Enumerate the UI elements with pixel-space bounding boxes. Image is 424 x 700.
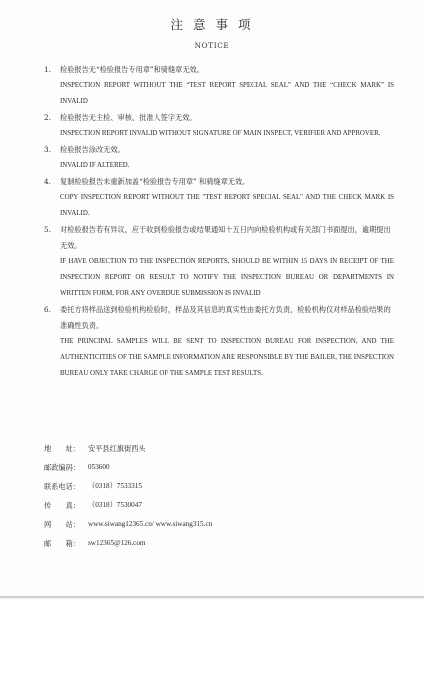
notice-text-cn: 检验报告无“检验报告专用章”和骑缝章无效。	[60, 65, 204, 74]
contact-row-phone	[44, 477, 394, 496]
notice-text-cn: 复制检验报告未重新加盖“检验报告专用章” 和骑缝章无效。	[60, 177, 250, 186]
notice-text-cn: 检验报告涂改无效。	[60, 145, 125, 154]
notice-text-en: COPY INSPECTION REPORT WITHOUT THE "TEST REPORT SPECIAL SEAL" AND THE CHECK MARK IS INVALID.	[60, 194, 394, 217]
notice-text-cn: 对检验报告若有异议，应于收到检验报告或结果通知十五日内向检验机构或有关部门书面提出，逾期提出无效。	[60, 225, 391, 250]
contact-value: （0318）7533315	[88, 482, 142, 490]
contact-label: 联系电话：	[44, 482, 80, 491]
notice-text-cn: 检验报告无主检、审核、批准人签字无效。	[60, 113, 197, 122]
email-link[interactable]: sw12365@126.com	[88, 539, 146, 547]
contact-value: （0318）7530047	[88, 501, 142, 509]
notice-text-en: INSPECTION REPORT INVALID WITHOUT SIGNATURE OF MAIN INSPECT, VERIFIER AND APPROVER.	[60, 130, 381, 137]
contact-value: 安平县红旗街西头	[88, 444, 146, 453]
notice-text-cn: 委托方将样品送到检验机构检验时，样品及其信息的真实性由委托方负责，检验机构仅对样品检验结果的准确性负责。	[60, 305, 391, 330]
contact-block	[44, 439, 394, 553]
notice-list	[44, 62, 394, 382]
notice-item	[44, 302, 394, 382]
contact-label: 邮 箱：	[44, 539, 80, 548]
contact-label: 传 真：	[44, 501, 80, 510]
notice-item	[44, 142, 394, 174]
contact-label: 地 址：	[44, 444, 80, 453]
contact-value: 053600	[88, 463, 110, 471]
contact-label: 网 站：	[44, 520, 80, 529]
notice-item	[44, 110, 394, 142]
notice-text-en: INVALID IF ALTERED.	[60, 162, 130, 169]
notice-number: 3.	[44, 145, 51, 154]
notice-text-en: INSPECTION REPORT WITHOUT THE “TEST REPORT SPECIAL SEAL” AND THE “CHECK MARK” IS INVALID	[60, 82, 394, 105]
notice-item	[44, 222, 394, 302]
notice-number: 5.	[44, 225, 51, 234]
website-link[interactable]: www.siwang12365.cn/ www.siwang315.cn	[88, 520, 213, 528]
notice-item	[44, 62, 394, 110]
contact-row-address	[44, 439, 394, 458]
notice-text-en: IF HAVE OBJECTION TO THE INSPECTION REPORTS, SHOULD BE WITHIN 15 DAYS IN RECEIPT OF THE INSPECTION REPORT OR RESULT TO NOTIFY THE INSPECTION BUREAU OR DEPARTMENTS IN WRITTEN FORM, FOR ANY OVERDUE SUBMISSION IS INVALID	[60, 258, 394, 297]
contact-label: 邮政编码：	[44, 463, 80, 472]
notice-text-en: THE PRINCIPAL SAMPLES WILL BE SENT TO INSPECTION BUREAU FOR INSPECTION, AND THE AUTHENTICITIES OF THE SAMPLE INFORMATION ARE RESPONSIBLE BY THE BAILER, THE INSPECTION BUREAU ONLY TAKE CHARGE OF THE SAMPLE TEST RESULTS.	[60, 338, 394, 377]
notice-number: 1.	[44, 65, 51, 74]
notice-number: 2.	[44, 113, 51, 122]
contact-row-email	[44, 534, 394, 553]
page-subtitle: NOTICE	[194, 41, 230, 50]
contact-row-fax	[44, 496, 394, 515]
page-title: 注 意 事 项	[170, 17, 254, 32]
notice-number: 6.	[44, 305, 51, 314]
notice-item	[44, 174, 394, 222]
notice-number: 4.	[44, 177, 51, 186]
contact-row-website	[44, 515, 394, 534]
contact-row-postcode	[44, 458, 394, 477]
